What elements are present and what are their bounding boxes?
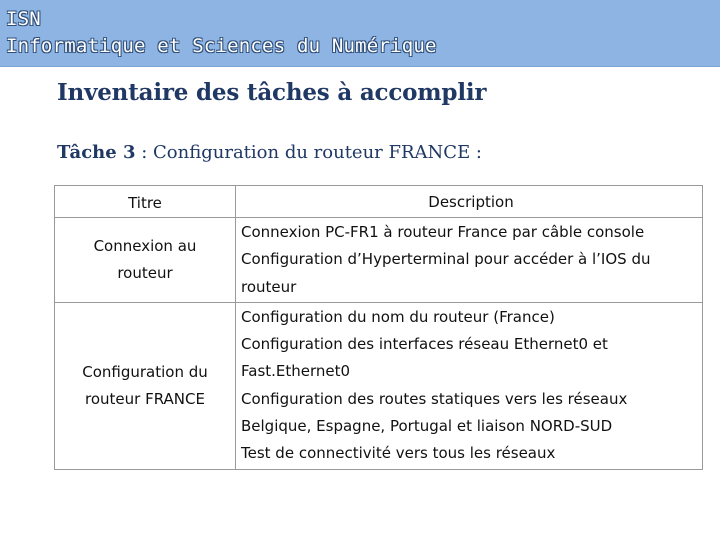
description-line: Test de connectivité vers tous les réseaux bbox=[241, 444, 556, 463]
page-title: Inventaire des tâches à accomplir bbox=[57, 79, 487, 106]
description-line: Belgique, Espagne, Portugal et liaison NORD-SUD bbox=[241, 417, 613, 436]
tasks-table bbox=[54, 185, 703, 470]
description-line: routeur bbox=[241, 277, 297, 296]
table-row bbox=[55, 218, 703, 303]
description-line: Configuration d’Hyperterminal pour accéder à l’IOS du bbox=[241, 250, 651, 269]
row-title-line: routeur FRANCE bbox=[85, 389, 205, 408]
task-text: : Configuration du routeur FRANCE : bbox=[135, 142, 482, 163]
row-title-line: Connexion au bbox=[93, 236, 197, 255]
row-title bbox=[55, 218, 236, 303]
description-line: Configuration du nom du routeur (France) bbox=[241, 307, 555, 326]
description-line: Configuration des interfaces réseau Ethernet0 et bbox=[241, 335, 608, 354]
header-description: Description bbox=[236, 186, 703, 218]
description-line: Fast.Ethernet0 bbox=[241, 362, 351, 381]
banner-abbrev: ISN bbox=[6, 8, 41, 30]
row-description bbox=[236, 218, 703, 303]
row-title bbox=[55, 302, 236, 469]
table-header-row bbox=[55, 186, 703, 218]
description-line: Connexion PC-FR1 à routeur France par câble console bbox=[241, 223, 645, 241]
table-row bbox=[55, 302, 703, 469]
task-label: Tâche 3 bbox=[57, 142, 136, 163]
task-heading bbox=[57, 142, 482, 163]
row-title-line: Configuration du bbox=[82, 362, 208, 381]
row-description bbox=[236, 302, 703, 469]
header-banner bbox=[0, 0, 720, 67]
header-titre: Titre bbox=[55, 186, 236, 218]
row-title-line: routeur bbox=[117, 263, 173, 282]
banner-course-name: Informatique et Sciences du Numérique bbox=[6, 35, 437, 57]
description-line: Configuration des routes statiques vers les réseaux bbox=[241, 389, 628, 408]
